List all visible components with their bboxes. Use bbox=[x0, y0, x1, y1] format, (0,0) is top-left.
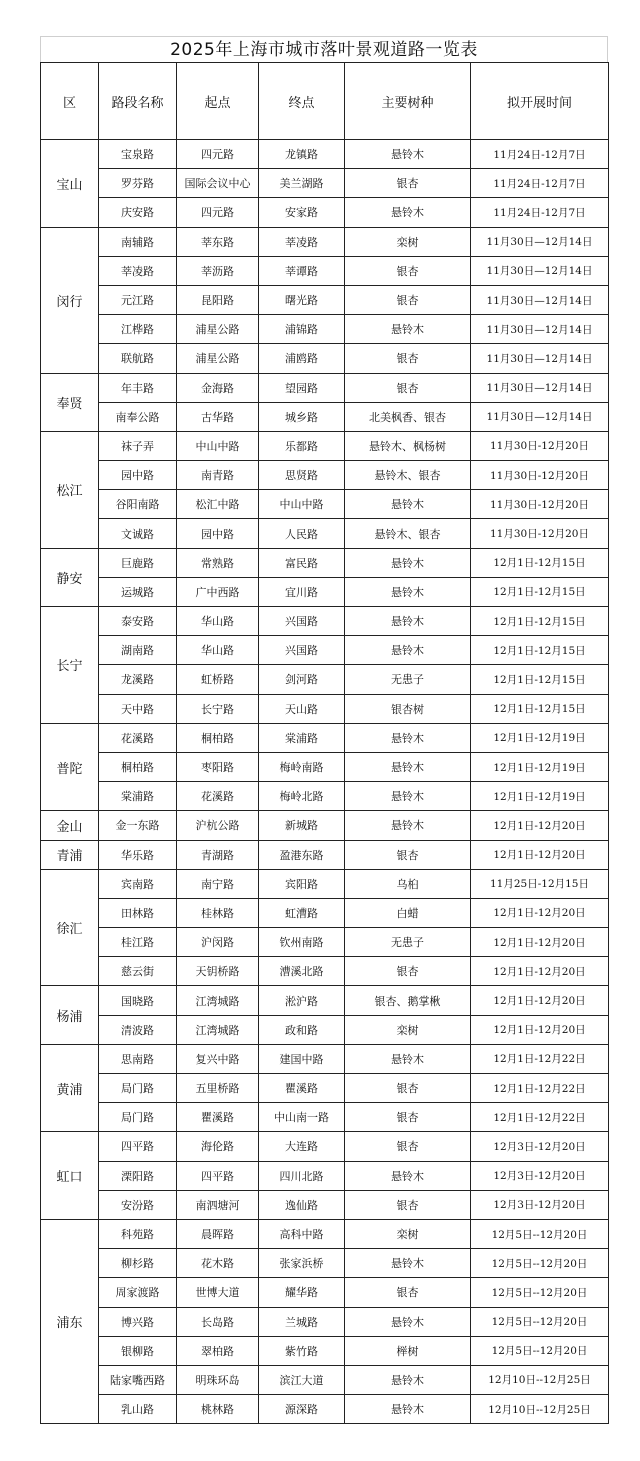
end-cell: 新城路 bbox=[259, 811, 345, 840]
end-cell: 思贤路 bbox=[259, 461, 345, 490]
table-row bbox=[41, 1074, 609, 1103]
tree-species-cell: 悬铃木 bbox=[345, 636, 471, 665]
end-cell: 兰城路 bbox=[259, 1307, 345, 1336]
start-cell: 花溪路 bbox=[177, 782, 259, 811]
schedule-cell: 11月30日—12月14日 bbox=[471, 315, 609, 344]
road-name-cell: 银柳路 bbox=[99, 1336, 177, 1365]
start-cell: 四平路 bbox=[177, 1161, 259, 1190]
table-row bbox=[41, 1395, 609, 1424]
header-road-name: 路段名称 bbox=[99, 63, 177, 140]
end-cell: 中山中路 bbox=[259, 490, 345, 519]
schedule-cell: 12月1日-12月20日 bbox=[471, 811, 609, 840]
table-row bbox=[41, 373, 609, 402]
schedule-cell: 11月30日-12月20日 bbox=[471, 490, 609, 519]
end-cell: 棠浦路 bbox=[259, 723, 345, 752]
end-cell: 安家路 bbox=[259, 198, 345, 227]
start-cell: 翠柏路 bbox=[177, 1336, 259, 1365]
schedule-cell: 12月1日-12月22日 bbox=[471, 1044, 609, 1073]
schedule-cell: 12月3日-12月20日 bbox=[471, 1161, 609, 1190]
schedule-cell: 12月5日--12月20日 bbox=[471, 1278, 609, 1307]
end-cell: 城乡路 bbox=[259, 402, 345, 431]
table-row bbox=[41, 898, 609, 927]
road-name-cell: 安汾路 bbox=[99, 1190, 177, 1219]
end-cell: 浦锦路 bbox=[259, 315, 345, 344]
district-cell: 闵行 bbox=[41, 227, 99, 373]
end-cell: 富民路 bbox=[259, 548, 345, 577]
road-name-cell: 周家渡路 bbox=[99, 1278, 177, 1307]
tree-species-cell: 银杏 bbox=[345, 957, 471, 986]
road-name-cell: 溧阳路 bbox=[99, 1161, 177, 1190]
schedule-cell: 12月1日-12月20日 bbox=[471, 840, 609, 869]
table-row bbox=[41, 840, 609, 869]
road-name-cell: 宾南路 bbox=[99, 869, 177, 898]
schedule-cell: 12月1日-12月20日 bbox=[471, 986, 609, 1015]
end-cell: 莘谭路 bbox=[259, 256, 345, 285]
road-name-cell: 桐柏路 bbox=[99, 752, 177, 781]
schedule-cell: 12月10日--12月25日 bbox=[471, 1365, 609, 1394]
schedule-cell: 12月1日-12月15日 bbox=[471, 636, 609, 665]
tree-species-cell: 悬铃木 bbox=[345, 490, 471, 519]
end-cell: 耀华路 bbox=[259, 1278, 345, 1307]
tree-species-cell: 银杏 bbox=[345, 285, 471, 314]
schedule-cell: 12月1日-12月15日 bbox=[471, 577, 609, 606]
tree-species-cell: 栾树 bbox=[345, 1219, 471, 1248]
schedule-cell: 11月24日-12月7日 bbox=[471, 169, 609, 198]
road-name-cell: 庆安路 bbox=[99, 198, 177, 227]
road-name-cell: 柳杉路 bbox=[99, 1249, 177, 1278]
start-cell: 金海路 bbox=[177, 373, 259, 402]
road-name-cell: 博兴路 bbox=[99, 1307, 177, 1336]
road-name-cell: 陆家嘴西路 bbox=[99, 1365, 177, 1394]
road-name-cell: 局门路 bbox=[99, 1074, 177, 1103]
end-cell: 漕溪北路 bbox=[259, 957, 345, 986]
table-row bbox=[41, 402, 609, 431]
start-cell: 桐柏路 bbox=[177, 723, 259, 752]
end-cell: 张家浜桥 bbox=[259, 1249, 345, 1278]
district-cell: 宝山 bbox=[41, 140, 99, 228]
header-schedule: 拟开展时间 bbox=[471, 63, 609, 140]
schedule-cell: 12月1日-12月19日 bbox=[471, 752, 609, 781]
table-row bbox=[41, 461, 609, 490]
table-row bbox=[41, 256, 609, 285]
road-name-cell: 袜子弄 bbox=[99, 431, 177, 460]
table-row bbox=[41, 1015, 609, 1044]
start-cell: 国际会议中心 bbox=[177, 169, 259, 198]
start-cell: 中山中路 bbox=[177, 431, 259, 460]
table-row bbox=[41, 869, 609, 898]
table-row bbox=[41, 607, 609, 636]
header-start: 起点 bbox=[177, 63, 259, 140]
table-row bbox=[41, 1278, 609, 1307]
tree-species-cell: 无患子 bbox=[345, 665, 471, 694]
tree-species-cell: 悬铃木 bbox=[345, 1307, 471, 1336]
tree-species-cell: 栾树 bbox=[345, 1015, 471, 1044]
tree-species-cell: 银杏 bbox=[345, 1074, 471, 1103]
start-cell: 复兴中路 bbox=[177, 1044, 259, 1073]
schedule-cell: 12月1日-12月15日 bbox=[471, 607, 609, 636]
table-row bbox=[41, 665, 609, 694]
road-name-cell: 桂江路 bbox=[99, 928, 177, 957]
schedule-cell: 12月5日--12月20日 bbox=[471, 1219, 609, 1248]
end-cell: 大连路 bbox=[259, 1132, 345, 1161]
table-row bbox=[41, 782, 609, 811]
road-name-cell: 棠浦路 bbox=[99, 782, 177, 811]
tree-species-cell: 悬铃木 bbox=[345, 1161, 471, 1190]
road-table bbox=[40, 62, 609, 1424]
end-cell: 曙光路 bbox=[259, 285, 345, 314]
road-name-cell: 国晓路 bbox=[99, 986, 177, 1015]
road-name-cell: 南奉公路 bbox=[99, 402, 177, 431]
district-cell: 黄浦 bbox=[41, 1044, 99, 1132]
road-name-cell: 联航路 bbox=[99, 344, 177, 373]
start-cell: 天钥桥路 bbox=[177, 957, 259, 986]
tree-species-cell: 银杏树 bbox=[345, 694, 471, 723]
schedule-cell: 12月1日-12月15日 bbox=[471, 665, 609, 694]
district-cell: 青浦 bbox=[41, 840, 99, 869]
start-cell: 桂林路 bbox=[177, 898, 259, 927]
road-name-cell: 天中路 bbox=[99, 694, 177, 723]
start-cell: 莘东路 bbox=[177, 227, 259, 256]
header-tree-species: 主要树种 bbox=[345, 63, 471, 140]
end-cell: 高科中路 bbox=[259, 1219, 345, 1248]
start-cell: 长宁路 bbox=[177, 694, 259, 723]
end-cell: 盈港东路 bbox=[259, 840, 345, 869]
table-body bbox=[41, 140, 609, 1424]
tree-species-cell: 银杏、鹅掌楸 bbox=[345, 986, 471, 1015]
road-name-cell: 年丰路 bbox=[99, 373, 177, 402]
end-cell: 紫竹路 bbox=[259, 1336, 345, 1365]
schedule-cell: 12月1日-12月22日 bbox=[471, 1103, 609, 1132]
end-cell: 宾阳路 bbox=[259, 869, 345, 898]
road-name-cell: 四平路 bbox=[99, 1132, 177, 1161]
schedule-cell: 11月30日—12月14日 bbox=[471, 285, 609, 314]
start-cell: 园中路 bbox=[177, 519, 259, 548]
schedule-cell: 11月30日—12月14日 bbox=[471, 256, 609, 285]
tree-species-cell: 悬铃木 bbox=[345, 1395, 471, 1424]
end-cell: 莘凌路 bbox=[259, 227, 345, 256]
table-row bbox=[41, 198, 609, 227]
table-row bbox=[41, 1219, 609, 1248]
district-cell: 虹口 bbox=[41, 1132, 99, 1220]
start-cell: 昆阳路 bbox=[177, 285, 259, 314]
tree-species-cell: 悬铃木 bbox=[345, 811, 471, 840]
tree-species-cell: 悬铃木 bbox=[345, 140, 471, 169]
road-name-cell: 华乐路 bbox=[99, 840, 177, 869]
table-row bbox=[41, 1336, 609, 1365]
start-cell: 桃林路 bbox=[177, 1395, 259, 1424]
schedule-cell: 12月5日--12月20日 bbox=[471, 1307, 609, 1336]
schedule-cell: 12月1日-12月15日 bbox=[471, 548, 609, 577]
tree-species-cell: 银杏 bbox=[345, 1103, 471, 1132]
schedule-cell: 11月30日-12月20日 bbox=[471, 519, 609, 548]
tree-species-cell: 银杏 bbox=[345, 373, 471, 402]
tree-species-cell: 银杏 bbox=[345, 1132, 471, 1161]
schedule-cell: 12月3日-12月20日 bbox=[471, 1190, 609, 1219]
table-row bbox=[41, 986, 609, 1015]
tree-species-cell: 悬铃木、银杏 bbox=[345, 461, 471, 490]
end-cell: 兴国路 bbox=[259, 636, 345, 665]
tree-species-cell: 栾树 bbox=[345, 227, 471, 256]
tree-species-cell: 悬铃木 bbox=[345, 577, 471, 606]
road-name-cell: 局门路 bbox=[99, 1103, 177, 1132]
road-name-cell: 思南路 bbox=[99, 1044, 177, 1073]
table-row bbox=[41, 227, 609, 256]
start-cell: 四元路 bbox=[177, 198, 259, 227]
end-cell: 四川北路 bbox=[259, 1161, 345, 1190]
district-cell: 金山 bbox=[41, 811, 99, 840]
table-row bbox=[41, 548, 609, 577]
tree-species-cell: 银杏 bbox=[345, 840, 471, 869]
tree-species-cell: 乌桕 bbox=[345, 869, 471, 898]
table-row bbox=[41, 1190, 609, 1219]
road-name-cell: 罗芬路 bbox=[99, 169, 177, 198]
road-name-cell: 元江路 bbox=[99, 285, 177, 314]
end-cell: 美兰湖路 bbox=[259, 169, 345, 198]
table-row bbox=[41, 752, 609, 781]
end-cell: 淞沪路 bbox=[259, 986, 345, 1015]
road-name-cell: 田林路 bbox=[99, 898, 177, 927]
end-cell: 天山路 bbox=[259, 694, 345, 723]
road-name-cell: 莘凌路 bbox=[99, 256, 177, 285]
start-cell: 瞿溪路 bbox=[177, 1103, 259, 1132]
schedule-cell: 11月30日-12月20日 bbox=[471, 461, 609, 490]
table-row bbox=[41, 694, 609, 723]
header-end: 终点 bbox=[259, 63, 345, 140]
tree-species-cell: 悬铃木 bbox=[345, 1365, 471, 1394]
tree-species-cell: 悬铃木 bbox=[345, 315, 471, 344]
tree-species-cell: 银杏 bbox=[345, 256, 471, 285]
schedule-cell: 12月1日-12月20日 bbox=[471, 957, 609, 986]
schedule-cell: 12月1日-12月20日 bbox=[471, 1015, 609, 1044]
start-cell: 枣阳路 bbox=[177, 752, 259, 781]
end-cell: 逸仙路 bbox=[259, 1190, 345, 1219]
table-row bbox=[41, 519, 609, 548]
schedule-cell: 12月5日--12月20日 bbox=[471, 1249, 609, 1278]
road-name-cell: 巨鹿路 bbox=[99, 548, 177, 577]
road-name-cell: 南辅路 bbox=[99, 227, 177, 256]
schedule-cell: 12月1日-12月19日 bbox=[471, 723, 609, 752]
end-cell: 乐都路 bbox=[259, 431, 345, 460]
end-cell: 宜川路 bbox=[259, 577, 345, 606]
start-cell: 世博大道 bbox=[177, 1278, 259, 1307]
tree-species-cell: 悬铃木 bbox=[345, 723, 471, 752]
start-cell: 五里桥路 bbox=[177, 1074, 259, 1103]
header-row bbox=[41, 63, 609, 140]
schedule-cell: 12月3日-12月20日 bbox=[471, 1132, 609, 1161]
schedule-cell: 12月1日-12月22日 bbox=[471, 1074, 609, 1103]
table-row bbox=[41, 577, 609, 606]
start-cell: 南宁路 bbox=[177, 869, 259, 898]
table-row bbox=[41, 315, 609, 344]
tree-species-cell: 悬铃木 bbox=[345, 752, 471, 781]
start-cell: 广中西路 bbox=[177, 577, 259, 606]
table-row bbox=[41, 1307, 609, 1336]
start-cell: 华山路 bbox=[177, 607, 259, 636]
tree-species-cell: 无患子 bbox=[345, 928, 471, 957]
tree-species-cell: 悬铃木 bbox=[345, 548, 471, 577]
table-row bbox=[41, 169, 609, 198]
tree-species-cell: 银杏 bbox=[345, 1278, 471, 1307]
tree-species-cell: 榉树 bbox=[345, 1336, 471, 1365]
start-cell: 莘沥路 bbox=[177, 256, 259, 285]
road-name-cell: 运城路 bbox=[99, 577, 177, 606]
tree-species-cell: 白蜡 bbox=[345, 898, 471, 927]
road-name-cell: 金一东路 bbox=[99, 811, 177, 840]
start-cell: 华山路 bbox=[177, 636, 259, 665]
road-name-cell: 文诚路 bbox=[99, 519, 177, 548]
schedule-cell: 12月1日-12月15日 bbox=[471, 694, 609, 723]
end-cell: 望园路 bbox=[259, 373, 345, 402]
table-row bbox=[41, 490, 609, 519]
road-name-cell: 宝泉路 bbox=[99, 140, 177, 169]
road-name-cell: 园中路 bbox=[99, 461, 177, 490]
tree-species-cell: 悬铃木、枫杨树 bbox=[345, 431, 471, 460]
district-cell: 浦东 bbox=[41, 1219, 99, 1423]
table-row bbox=[41, 957, 609, 986]
start-cell: 青湖路 bbox=[177, 840, 259, 869]
tree-species-cell: 悬铃木 bbox=[345, 1044, 471, 1073]
end-cell: 滨江大道 bbox=[259, 1365, 345, 1394]
end-cell: 瞿溪路 bbox=[259, 1074, 345, 1103]
road-name-cell: 湖南路 bbox=[99, 636, 177, 665]
end-cell: 梅岭北路 bbox=[259, 782, 345, 811]
district-cell: 静安 bbox=[41, 548, 99, 606]
table-row bbox=[41, 1365, 609, 1394]
header-district: 区 bbox=[41, 63, 99, 140]
start-cell: 江湾城路 bbox=[177, 1015, 259, 1044]
end-cell: 龙镇路 bbox=[259, 140, 345, 169]
start-cell: 常熟路 bbox=[177, 548, 259, 577]
tree-species-cell: 悬铃木 bbox=[345, 607, 471, 636]
schedule-cell: 12月1日-12月19日 bbox=[471, 782, 609, 811]
schedule-cell: 11月30日—12月14日 bbox=[471, 373, 609, 402]
end-cell: 人民路 bbox=[259, 519, 345, 548]
table-row bbox=[41, 285, 609, 314]
start-cell: 江湾城路 bbox=[177, 986, 259, 1015]
tree-species-cell: 银杏 bbox=[345, 1190, 471, 1219]
start-cell: 南泗塘河 bbox=[177, 1190, 259, 1219]
district-cell: 松江 bbox=[41, 431, 99, 548]
table-row bbox=[41, 1249, 609, 1278]
road-name-cell: 龙溪路 bbox=[99, 665, 177, 694]
end-cell: 建国中路 bbox=[259, 1044, 345, 1073]
district-cell: 奉贤 bbox=[41, 373, 99, 431]
district-cell: 普陀 bbox=[41, 723, 99, 811]
schedule-cell: 12月5日--12月20日 bbox=[471, 1336, 609, 1365]
schedule-cell: 12月1日-12月20日 bbox=[471, 898, 609, 927]
start-cell: 海伦路 bbox=[177, 1132, 259, 1161]
tree-species-cell: 悬铃木 bbox=[345, 198, 471, 227]
tree-species-cell: 银杏 bbox=[345, 344, 471, 373]
table-row bbox=[41, 1132, 609, 1161]
table-row bbox=[41, 140, 609, 169]
table-row bbox=[41, 1044, 609, 1073]
start-cell: 沪闵路 bbox=[177, 928, 259, 957]
start-cell: 花木路 bbox=[177, 1249, 259, 1278]
schedule-cell: 12月1日-12月20日 bbox=[471, 928, 609, 957]
schedule-cell: 11月30日—12月14日 bbox=[471, 344, 609, 373]
tree-species-cell: 悬铃木 bbox=[345, 782, 471, 811]
schedule-cell: 12月10日--12月25日 bbox=[471, 1395, 609, 1424]
table-title: 2025年上海市城市落叶景观道路一览表 bbox=[40, 36, 608, 62]
schedule-cell: 11月30日-12月20日 bbox=[471, 431, 609, 460]
start-cell: 沪杭公路 bbox=[177, 811, 259, 840]
schedule-cell: 11月30日—12月14日 bbox=[471, 402, 609, 431]
start-cell: 明珠环岛 bbox=[177, 1365, 259, 1394]
road-name-cell: 谷阳南路 bbox=[99, 490, 177, 519]
table-row bbox=[41, 1103, 609, 1132]
table-row bbox=[41, 344, 609, 373]
start-cell: 晨晖路 bbox=[177, 1219, 259, 1248]
end-cell: 源深路 bbox=[259, 1395, 345, 1424]
district-cell: 徐汇 bbox=[41, 869, 99, 986]
district-cell: 杨浦 bbox=[41, 986, 99, 1044]
tree-species-cell: 悬铃木、银杏 bbox=[345, 519, 471, 548]
table-row bbox=[41, 1161, 609, 1190]
start-cell: 虹桥路 bbox=[177, 665, 259, 694]
table-row bbox=[41, 928, 609, 957]
end-cell: 中山南一路 bbox=[259, 1103, 345, 1132]
end-cell: 钦州南路 bbox=[259, 928, 345, 957]
start-cell: 南青路 bbox=[177, 461, 259, 490]
tree-species-cell: 悬铃木 bbox=[345, 1249, 471, 1278]
start-cell: 四元路 bbox=[177, 140, 259, 169]
road-name-cell: 泰安路 bbox=[99, 607, 177, 636]
district-cell: 长宁 bbox=[41, 607, 99, 724]
document-sheet bbox=[40, 36, 608, 1424]
start-cell: 古华路 bbox=[177, 402, 259, 431]
table-row bbox=[41, 723, 609, 752]
tree-species-cell: 银杏 bbox=[345, 169, 471, 198]
road-name-cell: 乳山路 bbox=[99, 1395, 177, 1424]
road-name-cell: 花溪路 bbox=[99, 723, 177, 752]
schedule-cell: 11月30日—12月14日 bbox=[471, 227, 609, 256]
start-cell: 长岛路 bbox=[177, 1307, 259, 1336]
end-cell: 浦鸥路 bbox=[259, 344, 345, 373]
road-name-cell: 慈云街 bbox=[99, 957, 177, 986]
schedule-cell: 11月25日-12月15日 bbox=[471, 869, 609, 898]
end-cell: 兴国路 bbox=[259, 607, 345, 636]
schedule-cell: 11月24日-12月7日 bbox=[471, 198, 609, 227]
road-name-cell: 江桦路 bbox=[99, 315, 177, 344]
end-cell: 剑河路 bbox=[259, 665, 345, 694]
start-cell: 浦星公路 bbox=[177, 315, 259, 344]
end-cell: 虹漕路 bbox=[259, 898, 345, 927]
end-cell: 梅岭南路 bbox=[259, 752, 345, 781]
table-row bbox=[41, 811, 609, 840]
schedule-cell: 11月24日-12月7日 bbox=[471, 140, 609, 169]
end-cell: 政和路 bbox=[259, 1015, 345, 1044]
table-row bbox=[41, 431, 609, 460]
tree-species-cell: 北美枫香、银杏 bbox=[345, 402, 471, 431]
start-cell: 浦星公路 bbox=[177, 344, 259, 373]
road-name-cell: 清波路 bbox=[99, 1015, 177, 1044]
road-name-cell: 科苑路 bbox=[99, 1219, 177, 1248]
table-row bbox=[41, 636, 609, 665]
start-cell: 松汇中路 bbox=[177, 490, 259, 519]
